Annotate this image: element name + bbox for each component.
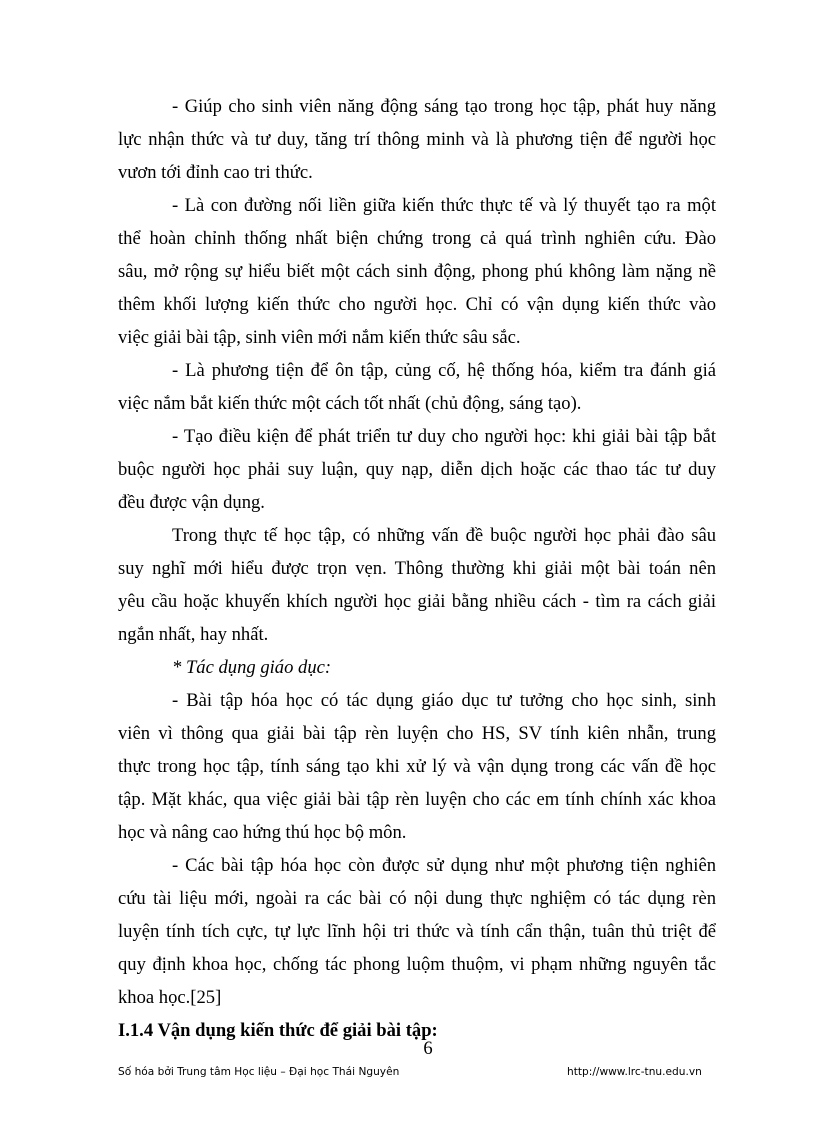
paragraph-line: - Bài tập hóa học có tác dụng giáo dục tư tưởng cho học sinh, sinh [172,690,716,711]
paragraph-line: quy định khoa học, chống tác phong luộm thuộm, vi phạm những nguyên tắc [118,954,716,975]
paragraph-line: thể hoàn chỉnh thống nhất biện chứng trong cả quá trình nghiên cứu. Đào [118,228,716,249]
paragraph-line: luyện tính tích cực, tự lực lĩnh hội tri thức và tính cẩn thận, tuân thủ triệt để [118,921,716,942]
paragraph-line: sâu, mở rộng sự hiểu biết một cách sinh động, phong phú không làm nặng nề [118,261,716,282]
paragraph-line: thêm khối lượng kiến thức cho người học. Chỉ có vận dụng kiến thức vào [118,294,716,315]
paragraph-line: yêu cầu hoặc khuyến khích người học giải bằng nhiều cách - tìm ra cách giải [118,591,716,612]
paragraph-line: việc nắm bắt kiến thức một cách tốt nhất (chủ động, sáng tạo). [118,393,582,414]
paragraph-line: vươn tới đỉnh cao tri thức. [118,162,313,183]
footer-credit: Số hóa bởi Trung tâm Học liệu – Đại học Thái Nguyên [118,1066,400,1078]
paragraph-line: học và nâng cao hứng thú học bộ môn. [118,822,407,843]
paragraph-line: Trong thực tế học tập, có những vấn đề buộc người học phải đào sâu [172,525,716,546]
paragraph-line: suy nghĩ mới hiểu được trọn vẹn. Thông thường khi giải một bài toán nên [118,558,716,579]
paragraph-line: - Là phương tiện để ôn tập, củng cố, hệ thống hóa, kiểm tra đánh giá [172,360,716,381]
paragraph-line: tập. Mặt khác, qua việc giải bài tập rèn luyện cho các em tính chính xác khoa [118,789,716,810]
paragraph-line: viên vì thông qua giải bài tập rèn luyện cho HS, SV tính kiên nhẫn, trung [118,723,716,744]
paragraph-line: đều được vận dụng. [118,492,265,513]
footer-url: http://www.lrc-tnu.edu.vn [567,1066,702,1078]
paragraph-line: việc giải bài tập, sinh viên mới nắm kiến thức sâu sắc. [118,327,521,348]
subsection-title: * Tác dụng giáo dục: [172,657,332,678]
paragraph-line: - Tạo điều kiện để phát triển tư duy cho người học: khi giải bài tập bắt [172,426,716,447]
section-heading: I.1.4 Vận dụng kiến thức để giải bài tập: [118,1020,438,1041]
paragraph-line: - Là con đường nối liền giữa kiến thức thực tế và lý thuyết tạo ra một [172,195,716,216]
paragraph-line: khoa học.[25] [118,987,222,1008]
paragraph-line: buộc người học phải suy luận, quy nạp, diễn dịch hoặc các thao tác tư duy [118,459,716,480]
paragraph-line: ngắn nhất, hay nhất. [118,624,269,645]
paragraph-line: lực nhận thức và tư duy, tăng trí thông minh và là phương tiện để người học [118,129,716,150]
paragraph-line: - Giúp cho sinh viên năng động sáng tạo trong học tập, phát huy năng [172,96,716,117]
paragraph-line: thực trong học tập, tính sáng tạo khi xử lý và vận dụng trong các vấn đề học [118,756,716,777]
page-number: 6 [423,1038,433,1059]
paragraph-line: cứu tài liệu mới, ngoài ra các bài có nội dung thực nghiệm có tác dụng rèn [118,888,716,909]
paragraph-line: - Các bài tập hóa học còn được sử dụng như một phương tiện nghiên [172,855,716,876]
